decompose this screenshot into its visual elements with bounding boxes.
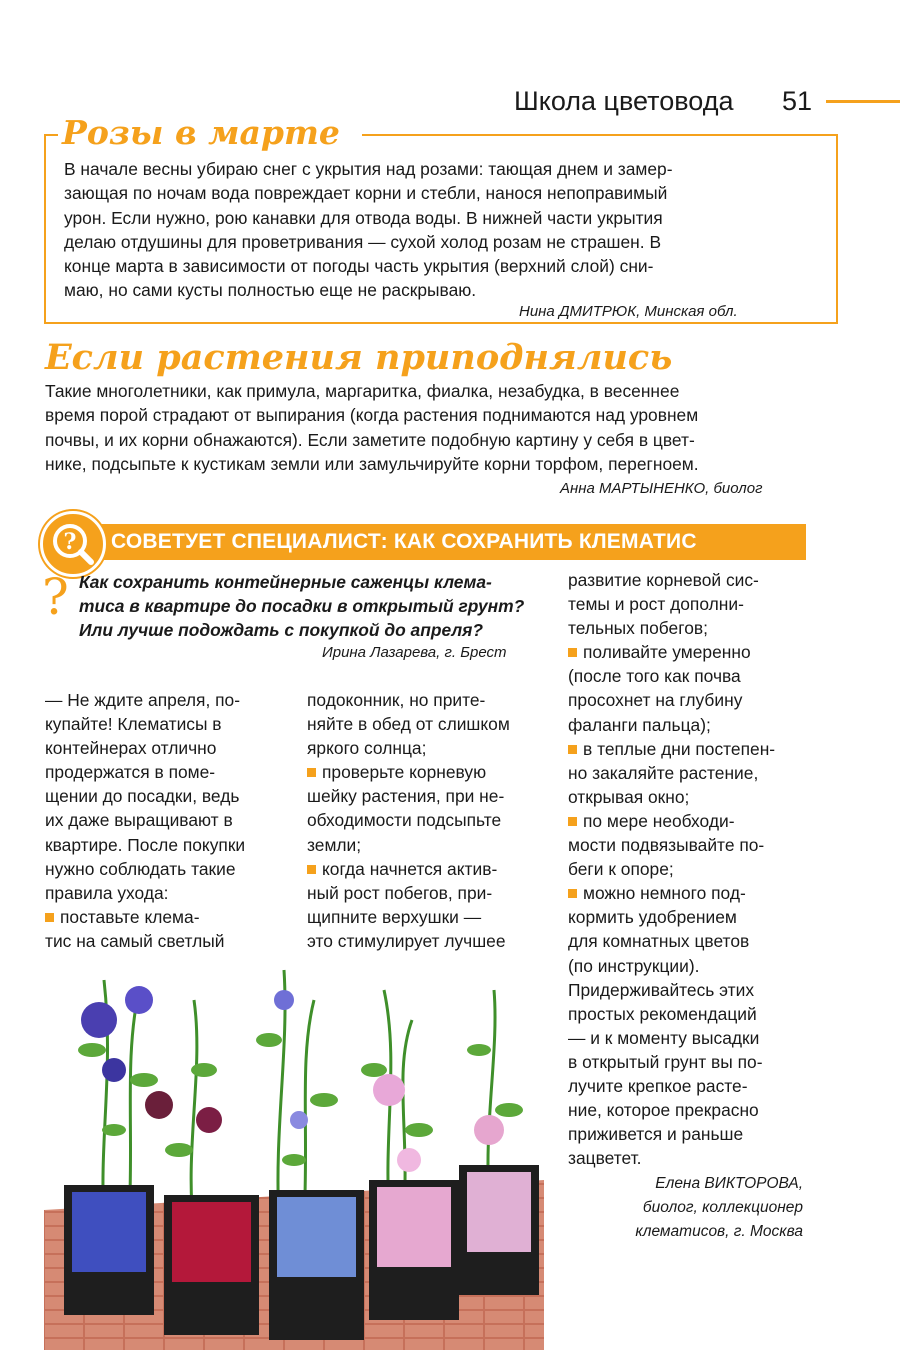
article2-line: время порой страдают от выпирания (когда растения поднимаются над уровнем (45, 405, 699, 426)
answer-line: обходимости подсыпьте (307, 810, 502, 831)
page-number: 51 (782, 86, 813, 116)
answer-line-text: по мере необходи- (583, 810, 735, 831)
article1-author: Нина ДМИТРЮК, Минская обл. (513, 303, 744, 320)
article1-line: конце марта в зависимости от погоды часть укрытия (верхний слой) сни- (64, 256, 654, 277)
answer-line: это стимулирует лучшее (307, 930, 506, 951)
answer-line: приживется и раньше (568, 1124, 744, 1145)
answer-line: — и к моменту высадки (568, 1027, 760, 1048)
article1-line: В начале весны убираю снег с укрытия над розами: тающая днем и замер- (64, 159, 673, 179)
question-line: Как сохранить контейнерные саженцы клема- (79, 572, 492, 592)
answer-line: кормить удобрением (568, 907, 737, 928)
header-rule (826, 100, 900, 103)
reader-question (79, 570, 524, 642)
answer-line-text: поставьте клема- (60, 906, 200, 927)
svg-text:?: ? (63, 529, 77, 555)
answer-line: щении до посадки, ведь (45, 786, 240, 807)
answer-line-bulleted (568, 881, 775, 905)
specialist-banner-text: СОВЕТУЕТ СПЕЦИАЛИСТ: КАК СОХРАНИТЬ КЛЕМАТИС (111, 530, 697, 553)
answer-line: темы и рост дополни- (568, 594, 744, 615)
article1-title-rule (362, 134, 838, 136)
answer-line: зацветет. (568, 1148, 642, 1169)
answer-line: нужно соблюдать такие (45, 858, 236, 879)
bullet-icon (568, 889, 577, 898)
signature-line: клематисов, г. Москва (635, 1223, 803, 1240)
bullet-icon (568, 817, 577, 826)
answer-line-bulleted (568, 737, 775, 761)
answer-line: щипните верхушки — (307, 906, 482, 927)
answer-line-bulleted (568, 640, 775, 664)
article1-frame-top-left (44, 134, 58, 136)
answer-line-text: в теплые дни постепен- (583, 738, 776, 759)
article2-title: Если растения приподнялись (45, 337, 673, 378)
answer-line: земли; (307, 834, 362, 855)
question-line: тиса в квартире до посадки в открытый грунт? (79, 596, 525, 616)
article1-body (64, 157, 673, 303)
answer-line: квартире. После покупки (45, 834, 246, 855)
answer-column-2 (307, 688, 510, 953)
answer-column-1 (45, 688, 245, 953)
signature-line: Елена ВИКТОРОВА, (655, 1175, 803, 1192)
question-line: Или лучше подождать с покупкой до апреля? (79, 620, 484, 640)
article1-line: урон. Если нужно, рою канавки для отвода воды. В нижней части укрытия (64, 207, 663, 228)
clematis-pots-photo (44, 960, 544, 1350)
article1-line: маю, но сами кусты полностью еще не раскрываю. (64, 280, 477, 301)
article1-line: зающая по ночам вода повреждает корни и стебли, нанося непоправимый (64, 183, 668, 204)
answer-line: фаланги пальца); (568, 714, 711, 735)
answer-line: (по инструкции). (568, 955, 700, 976)
article2-author: Анна МАРТЫНЕНКО, биолог (560, 480, 763, 497)
signature-line: биолог, коллекционер (642, 1199, 803, 1216)
answer-line-text: проверьте корневую (322, 762, 487, 783)
answer-line: яркого солнца; (307, 738, 427, 759)
magnifier-question-icon-svg (43, 514, 103, 574)
answer-line-bulleted (568, 809, 775, 833)
answer-line: подоконник, но прите- (307, 690, 486, 710)
bullet-icon (45, 913, 54, 922)
answer-line: в открытый грунт вы по- (568, 1051, 763, 1072)
expert-signature (560, 1172, 803, 1244)
answer-line-text: можно немного под- (583, 883, 746, 904)
answer-line: — Не ждите апреля, по- (45, 690, 241, 710)
bullet-icon (568, 745, 577, 754)
answer-line: правила ухода: (45, 882, 169, 903)
answer-line: контейнерах отлично (45, 738, 217, 759)
answer-line: но закаляйте растение, (568, 762, 759, 783)
article1-line: делаю отдушины для проветривания — сухой холод розам не страшен. В (64, 231, 662, 252)
answer-line: мости подвязывайте по- (568, 835, 765, 856)
answer-line-text: когда начнется актив- (322, 858, 498, 879)
answer-line: развитие корневой сис- (568, 570, 759, 590)
answer-line-bulleted (307, 857, 510, 881)
question-mark-icon: ? (42, 568, 69, 626)
article1-title: Розы в марте (62, 113, 340, 152)
answer-line-text: поливайте умеренно (583, 642, 751, 663)
article2-body (45, 379, 699, 476)
answer-line: беги к опоре; (568, 859, 674, 880)
answer-line: лучите крепкое расте- (568, 1075, 748, 1096)
answer-line: няйте в обед от слишком (307, 714, 510, 735)
answer-line: шейку растения, при не- (307, 786, 505, 807)
section-title: Школа цветовода (514, 86, 734, 116)
answer-line: ние, которое прекрасно (568, 1100, 759, 1121)
article2-line: Такие многолетники, как примула, маргаритка, фиалка, незабудка, в весеннее (45, 381, 680, 401)
question-author: Ирина Лазарева, г. Брест (322, 644, 507, 661)
answer-line: тельных побегов; (568, 618, 708, 639)
answer-line: (после того как почва (568, 666, 741, 687)
answer-line-bulleted (45, 905, 245, 929)
answer-line: для комнатных цветов (568, 931, 750, 952)
answer-line: их даже выращивают в (45, 810, 233, 831)
answer-line: тис на самый светлый (45, 930, 225, 951)
bullet-icon (307, 768, 316, 777)
article2-line: нике, подсыпьте к кустикам земли или замульчируйте корни торфом, перегноем. (45, 453, 699, 474)
answer-line: ный рост побегов, при- (307, 882, 493, 903)
answer-line: просохнет на глубину (568, 690, 743, 711)
answer-column-3 (568, 568, 775, 1170)
bullet-icon (307, 865, 316, 874)
bullet-icon (568, 648, 577, 657)
answer-line-bulleted (307, 760, 510, 784)
answer-line: купайте! Клематисы в (45, 714, 222, 735)
answer-line: продержатся в поме- (45, 762, 216, 783)
article1-frame-bottom (44, 322, 838, 324)
answer-line: Придерживайтесь этих (568, 979, 755, 1000)
article1-frame-left (44, 134, 46, 324)
article2-line: почвы, и их корни обнажаются). Если заметите подобную картину у себя в цвет- (45, 429, 695, 450)
answer-line: простых рекомендаций (568, 1003, 757, 1024)
article1-frame-right (836, 134, 838, 324)
answer-line: открывая окно; (568, 786, 690, 807)
